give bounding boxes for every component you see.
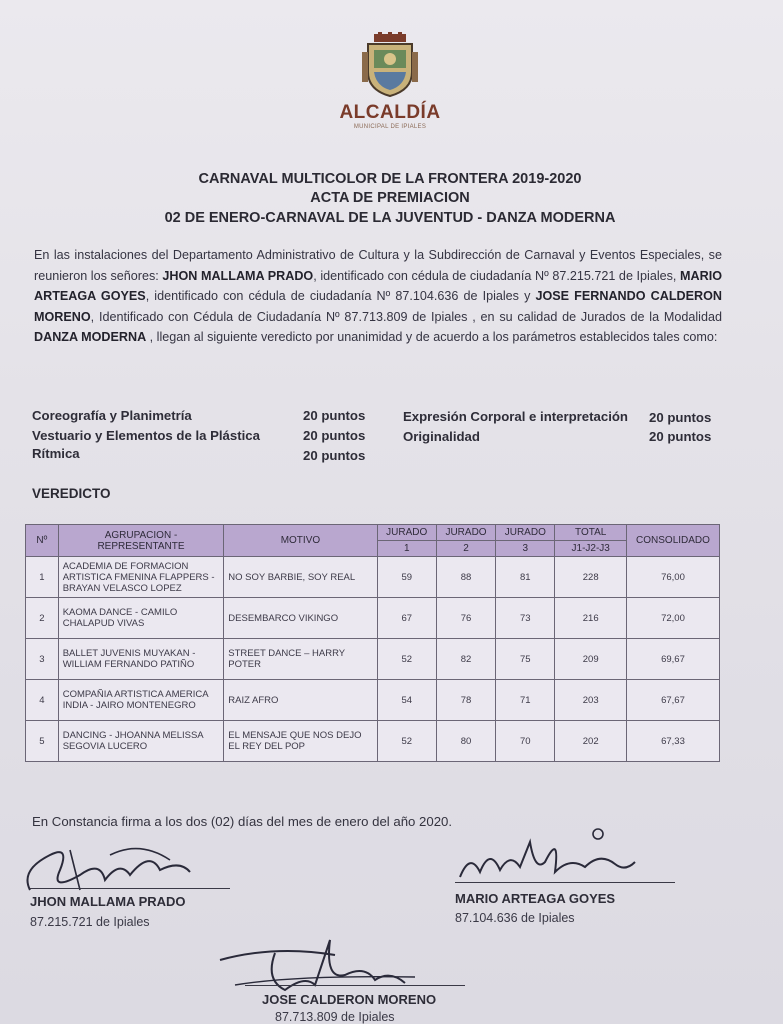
header-jurado-3-sub: 3 xyxy=(496,541,555,557)
signature-line xyxy=(30,888,230,889)
cell-agrupacion: KAOMA DANCE - CAMILO CHALAPUD VIVAS xyxy=(58,598,224,639)
cell-motivo: DESEMBARCO VIKINGO xyxy=(224,598,377,639)
signature-line xyxy=(455,882,675,883)
cell-total: 202 xyxy=(555,721,627,762)
cell-consolidado: 76,00 xyxy=(626,557,719,598)
criterion-name: Rítmica xyxy=(32,446,80,461)
veredicto-heading: VEREDICTO xyxy=(32,486,111,501)
cell-motivo: NO SOY BARBIE, SOY REAL xyxy=(224,557,377,598)
modality-name: DANZA MODERNA xyxy=(34,330,147,345)
logo-subtitle: MUNICIPAL DE IPIALES xyxy=(353,124,427,130)
cell-no: 3 xyxy=(26,639,59,680)
criterion-points: 20 puntos xyxy=(649,429,712,444)
cell-jurado-1: 54 xyxy=(377,680,436,721)
cell-agrupacion: DANCING - JHOANNA MELISSA SEGOVIA LUCERO xyxy=(58,721,224,762)
cell-jurado-2: 80 xyxy=(436,721,495,762)
cell-jurado-3: 81 xyxy=(496,557,555,598)
cell-total: 228 xyxy=(555,557,627,598)
cell-motivo: STREET DANCE – HARRY POTER xyxy=(224,639,377,680)
header-consolidado: CONSOLIDADO xyxy=(626,525,719,557)
header-no: Nº xyxy=(26,525,59,557)
results-table xyxy=(25,524,720,762)
criterion-points: 20 puntos xyxy=(303,448,366,463)
signature-line xyxy=(245,985,465,986)
cell-no: 4 xyxy=(26,680,59,721)
criterion-name: Expresión Corporal e interpretación xyxy=(403,409,628,424)
header-jurado-1: JURADO xyxy=(377,525,436,541)
cell-total: 216 xyxy=(555,598,627,639)
header-total-sub: J1-J2-J3 xyxy=(555,541,627,557)
criterion-points: 20 puntos xyxy=(303,408,366,423)
criterion-points: 20 puntos xyxy=(649,410,712,425)
cell-motivo: EL MENSAJE QUE NOS DEJO EL REY DEL POP xyxy=(224,721,377,762)
criterion-name: Coreografía y Planimetría xyxy=(32,408,192,423)
closing-statement: En Constancia firma a los dos (02) días del mes de enero del año 2020. xyxy=(32,814,453,829)
signature-mallama xyxy=(10,830,220,900)
cell-jurado-1: 52 xyxy=(377,721,436,762)
judge-name-2: MARIO ARTEAGA GOYES xyxy=(34,268,723,304)
criterion-name: Originalidad xyxy=(403,429,480,444)
cell-consolidado: 67,67 xyxy=(626,680,719,721)
table-row xyxy=(26,721,720,762)
cell-jurado-2: 82 xyxy=(436,639,495,680)
table-row xyxy=(26,639,720,680)
cell-no: 5 xyxy=(26,721,59,762)
header-jurado-2: JURADO xyxy=(436,525,495,541)
document-title: CARNAVAL MULTICOLOR DE LA FRONTERA 2019-2020 xyxy=(198,171,582,187)
signer-name: JHON MALLAMA PRADO xyxy=(30,894,186,909)
table-row xyxy=(26,680,720,721)
document-event-line: 02 DE ENERO-CARNAVAL DE LA JUVENTUD - DANZA MODERNA xyxy=(164,210,616,226)
signer-id: 87.713.809 de Ipiales xyxy=(275,1010,395,1024)
cell-jurado-1: 59 xyxy=(377,557,436,598)
cell-motivo: RAIZ AFRO xyxy=(224,680,377,721)
header-total: TOTAL xyxy=(555,525,627,541)
cell-no: 1 xyxy=(26,557,59,598)
cell-consolidado: 69,67 xyxy=(626,639,719,680)
cell-jurado-1: 67 xyxy=(377,598,436,639)
cell-jurado-2: 76 xyxy=(436,598,495,639)
shield-icon xyxy=(360,32,420,98)
cell-jurado-3: 71 xyxy=(496,680,555,721)
cell-agrupacion: COMPAÑIA ARTISTICA AMERICA INDIA - JAIRO MONTENEGRO xyxy=(58,680,224,721)
header-jurado-3: JURADO xyxy=(496,525,555,541)
cell-jurado-3: 70 xyxy=(496,721,555,762)
cell-agrupacion: ACADEMIA DE FORMACION ARTISTICA FMENINA FLAPPERS - BRAYAN VELASCO LOPEZ xyxy=(58,557,224,598)
header-jurado-1-sub: 1 xyxy=(377,541,436,557)
signer-name: JOSE CALDERON MORENO xyxy=(262,992,437,1007)
table-header-row xyxy=(26,525,720,541)
signer-name: MARIO ARTEAGA GOYES xyxy=(455,891,616,906)
judge-name-1: JHON MALLAMA PRADO xyxy=(162,268,314,283)
cell-no: 2 xyxy=(26,598,59,639)
header-motivo: MOTIVO xyxy=(224,525,377,557)
document-subtitle: ACTA DE PREMIACION xyxy=(310,190,470,206)
intro-paragraph: En las instalaciones del Departamento Administrativo de Cultura y la Subdirección de Carnaval y Eventos Especiales, se reunieron los señores: JHON MALLAMA PRADO, identificado con cédula de ciudadanía Nº 87.215.721 de Ipiales, MARIO ARTEAGA GOYES, identificado con cédula de ciudadanía Nº 87.104.636 de Ipiales y JOSE FERNANDO CALDERON MORENO, Identificado con Cédula de Ciudadanía Nº 87.713.809 de Ipiales , en su calidad de Jurados de la Modalidad DANZA MODERNA , llegan al siguiente veredicto por unanimidad y de acuerdo a los parámetros establecidos tales como: xyxy=(34,248,723,345)
header-agrupacion: AGRUPACION - REPRESENTANTE xyxy=(58,525,224,557)
cell-agrupacion: BALLET JUVENIS MUYAKAN - WILLIAM FERNANDO PATIÑO xyxy=(58,639,224,680)
signer-id: 87.215.721 de Ipiales xyxy=(30,915,150,929)
header-jurado-2-sub: 2 xyxy=(436,541,495,557)
cell-consolidado: 72,00 xyxy=(626,598,719,639)
cell-total: 203 xyxy=(555,680,627,721)
cell-jurado-2: 88 xyxy=(436,557,495,598)
table-row xyxy=(26,557,720,598)
logo-title: ALCALDÍA xyxy=(339,102,441,123)
cell-jurado-3: 73 xyxy=(496,598,555,639)
cell-jurado-1: 52 xyxy=(377,639,436,680)
signer-id: 87.104.636 de Ipiales xyxy=(455,911,575,925)
cell-jurado-3: 75 xyxy=(496,639,555,680)
cell-consolidado: 67,33 xyxy=(626,721,719,762)
cell-jurado-2: 78 xyxy=(436,680,495,721)
judge-name-3: JOSE FERNANDO CALDERON MORENO xyxy=(34,289,723,324)
cell-total: 209 xyxy=(555,639,627,680)
table-row xyxy=(26,598,720,639)
criterion-points: 20 puntos xyxy=(303,428,366,443)
criterion-name: Vestuario y Elementos de la Plástica xyxy=(32,428,260,443)
coat-of-arms-logo xyxy=(340,32,440,103)
